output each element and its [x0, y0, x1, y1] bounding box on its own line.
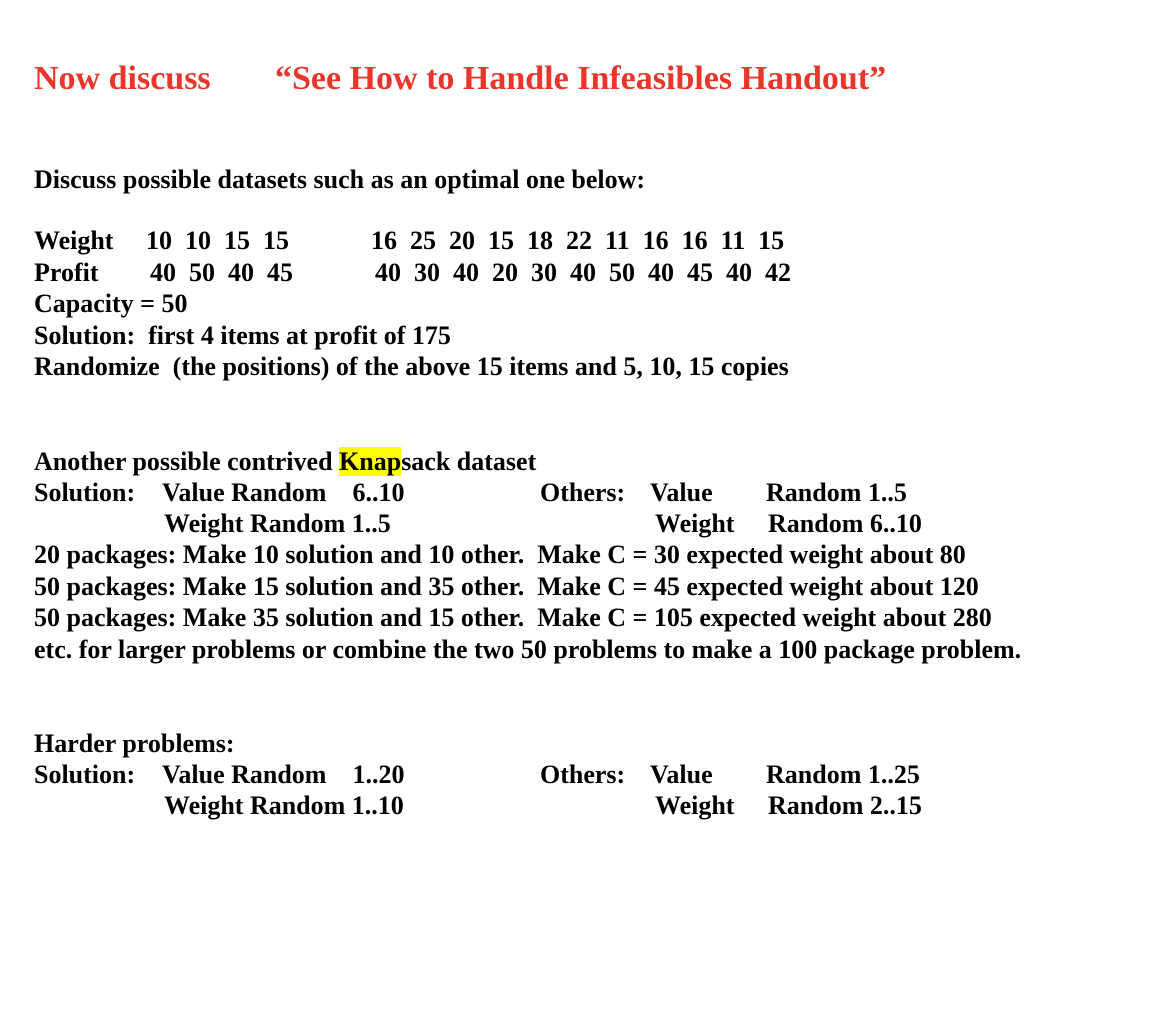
- title-lead: Now discuss: [34, 60, 211, 97]
- section1-heading: Discuss possible datasets such as an optimal one below:: [34, 165, 646, 194]
- section2-others-weight-label: Weight: [655, 509, 735, 538]
- packages-line-4: etc. for larger problems or combine the two 50 problems to make a 100 package problem.: [34, 635, 1022, 664]
- randomize-note: Randomize (the positions) of the above 15 items and 5, 10, 15 copies: [34, 352, 789, 381]
- profit-first4: 40 50 40 45: [150, 258, 293, 287]
- profit-label: Profit: [34, 258, 99, 287]
- highlighted-word: Knap: [339, 447, 402, 476]
- section2-others-value: Random 1..5: [766, 478, 907, 507]
- section2-solution-label: Solution:: [34, 478, 136, 507]
- title-quote: “See How to Handle Infeasibles Handout”: [275, 60, 887, 97]
- section2-others-weight: Random 6..10: [768, 509, 922, 538]
- section2-others-label: Others:: [540, 478, 626, 507]
- profit-rest: 40 30 40 20 30 40 50 40 45 40 42: [375, 258, 791, 287]
- section2-solution-weight: Weight Random 1..5: [164, 509, 391, 538]
- section3-heading: Harder problems:: [34, 729, 235, 758]
- section2-solution-value: Value Random 6..10: [162, 478, 405, 507]
- capacity: Capacity = 50: [34, 289, 188, 318]
- heading-post: sack dataset: [401, 447, 537, 476]
- packages-line-3: 50 packages: Make 35 solution and 15 other. Make C = 105 expected weight about 280: [34, 603, 992, 632]
- heading-pre: Another possible contrived: [34, 447, 340, 476]
- section2-others-value-label: Value: [650, 478, 713, 507]
- section3-others-weight: Random 2..15: [768, 791, 922, 820]
- packages-line-2: 50 packages: Make 15 solution and 35 other. Make C = 45 expected weight about 120: [34, 572, 979, 601]
- weight-rest: 16 25 20 15 18 22 11 16 16 11 15: [371, 226, 785, 255]
- section3-others-value: Random 1..25: [766, 760, 920, 789]
- section3-others-value-label: Value: [650, 760, 713, 789]
- section3-others-label: Others:: [540, 760, 626, 789]
- section3-others-weight-label: Weight: [655, 791, 735, 820]
- section1-solution: Solution: first 4 items at profit of 175: [34, 321, 451, 350]
- section2-heading: [34, 449, 536, 475]
- weight-label: Weight: [34, 226, 114, 255]
- weight-first4: 10 10 15 15: [146, 226, 289, 255]
- packages-line-1: 20 packages: Make 10 solution and 10 other. Make C = 30 expected weight about 80: [34, 540, 966, 569]
- section3-solution-value: Value Random 1..20: [162, 760, 405, 789]
- section3-solution-weight: Weight Random 1..10: [164, 791, 404, 820]
- section3-solution-label: Solution:: [34, 760, 136, 789]
